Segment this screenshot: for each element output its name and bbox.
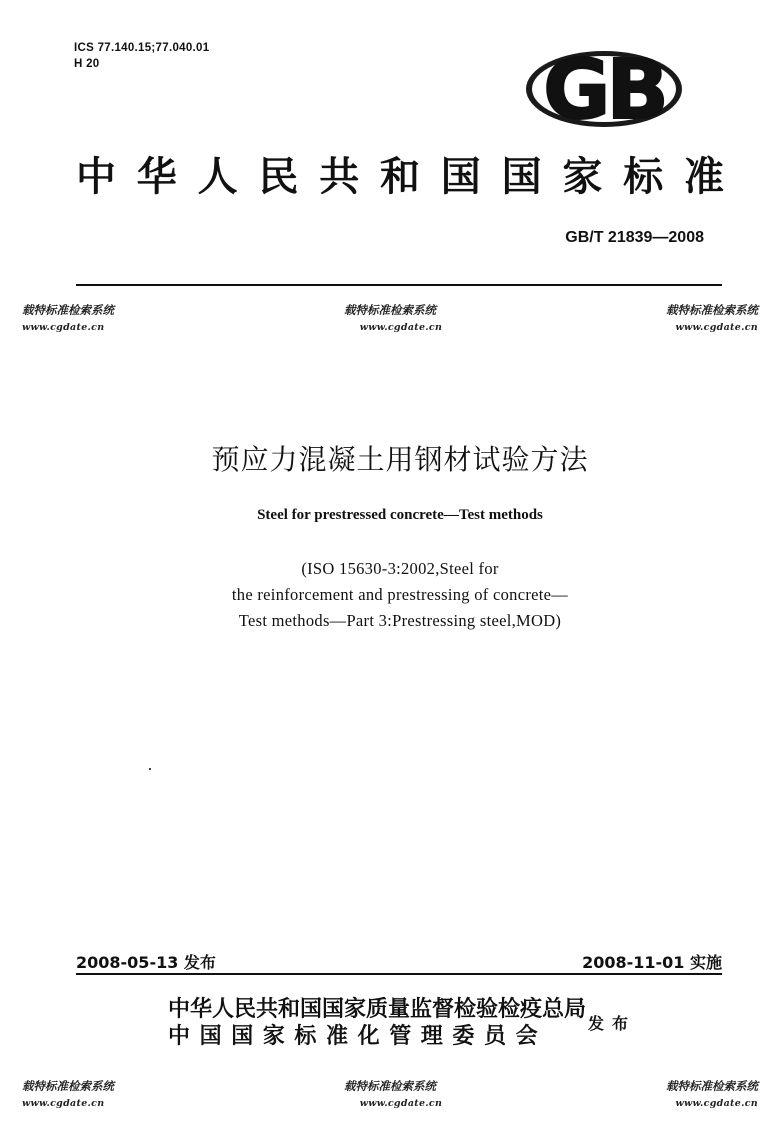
issue-date: 2008-05-13 发布 (76, 953, 216, 972)
gb-logo-text: GB (543, 48, 665, 130)
national-standard-title: 中华人民共和国国家标准 (76, 154, 726, 200)
watermark-url: www.cgdate.cn (22, 322, 105, 333)
issuing-authorities (168, 996, 586, 1050)
watermark-name: 载特标准检索系统 (22, 1079, 114, 1093)
watermark-top-right (666, 302, 758, 336)
document-title-chinese: 预应力混凝土用钢材试验方法 (211, 443, 589, 476)
issuer-line: 中国国家标准化管理委员会 (168, 1023, 548, 1049)
watermark-bottom-left (22, 1078, 114, 1112)
watermark-top-center (330, 302, 450, 336)
iso-reference-line: (ISO 15630-3:2002,Steel for (301, 559, 499, 578)
iso-reference (0, 556, 780, 634)
scan-speck (149, 768, 151, 770)
watermark-name: 载特标准检索系统 (666, 303, 758, 317)
publish-label: 发布 (588, 1014, 637, 1033)
watermark-url: www.cgdate.cn (675, 322, 758, 333)
watermark-url: www.cgdate.cn (359, 322, 443, 333)
document-title-english: Steel for prestressed concrete—Test methods (257, 507, 543, 523)
category-code: H 20 (74, 58, 100, 70)
header-divider (76, 284, 722, 286)
issuer-line: 中华人民共和国国家质量监督检验检疫总局 (168, 996, 587, 1022)
watermark-name: 载特标准检索系统 (666, 1079, 758, 1093)
watermark-top-left (22, 302, 114, 336)
gb-logo (524, 48, 684, 130)
watermark-url: www.cgdate.cn (675, 1098, 758, 1109)
watermark-name: 载特标准检索系统 (344, 1079, 436, 1093)
iso-reference-line: Test methods—Part 3:Prestressing steel,MOD) (238, 611, 562, 630)
watermark-name: 载特标准检索系统 (22, 303, 114, 317)
standard-number: GB/T 21839—2008 (565, 229, 704, 246)
footer-divider (76, 973, 722, 975)
ics-code: ICS 77.140.15;77.040.01 (74, 42, 210, 54)
watermark-url: www.cgdate.cn (359, 1098, 443, 1109)
watermark-bottom-right (666, 1078, 758, 1112)
implementation-date: 2008-11-01 实施 (582, 953, 722, 972)
iso-reference-line: the reinforcement and prestressing of concrete— (231, 585, 569, 604)
watermark-name: 载特标准检索系统 (344, 303, 436, 317)
watermark-url: www.cgdate.cn (22, 1098, 105, 1109)
watermark-bottom-center (330, 1078, 450, 1112)
ics-classification (74, 40, 209, 72)
